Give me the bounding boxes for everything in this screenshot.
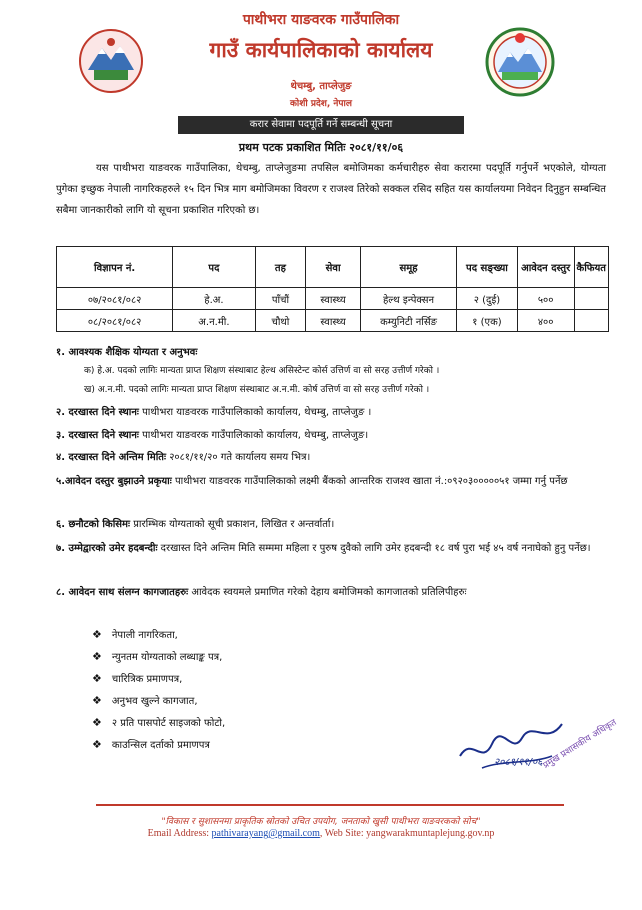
requirement-8-value: आवेदक स्वयमले प्रमाणित गरेको देहाय बमोजिमको कागजातको प्रतिलिपीहरुः — [191, 587, 467, 598]
requirement-4-value: २०८१/११/२० गते कार्यालय समय भित्र। — [169, 452, 311, 463]
list-item: ❖ काउन्सिल दर्ताको प्रमाणपत्र — [92, 738, 210, 751]
list-item: ❖ अनुभव खुल्ने कागजात, — [92, 694, 198, 707]
website-label: , Web Site: — [319, 828, 364, 839]
office-title: गाउँ कार्यपालिकाको कार्यालय — [209, 38, 433, 62]
requirement-1-label: १. आवश्यक शैक्षिक योग्यता र अनुभवः — [56, 347, 198, 358]
cell-post: हे.अ. — [173, 288, 255, 310]
publication-date: प्रथम पटक प्रकाशित मितिः २०८१/११/०६ — [238, 141, 404, 154]
intro-paragraph: यस पाथीभरा याङवरक गाउँपालिका, थेचम्बु, ताप्लेजुङमा तपसिल बमोजिमका कर्मचारीहरु सेवा करारमा पदपूर्ति गर्नुपर्ने भएकोले, योग्यता पुगेका इच्छुक नेपाली नागरिकहरुले १५ दिन भित्र माग बमोजिमका विवरण र राजश्व तिरेको सक्कल रसिद सहित यस कार्यालयमा निवेदन दिनुहुन सम्बन्धित सबैमा जानकारीको लागि यो सूचना प्रकाशित गरिएको छ। — [56, 163, 606, 216]
address-line-2: कोशी प्रदेश, नेपाल — [290, 99, 352, 109]
cell-fee: ५०० — [517, 288, 574, 310]
header-post-count: पद सङ्ख्या — [457, 247, 518, 288]
requirement-8 — [56, 582, 608, 603]
list-item: ❖ नेपाली नागरिकता, — [92, 628, 178, 641]
footer-divider — [96, 804, 564, 806]
requirement-1 — [56, 344, 197, 358]
requirement-1-sub-b: ख) अ.न.मी. पदको लागिः मान्यता प्राप्त शिक्षण संस्थाबाट अ.न.मी. कोर्ष उत्तिर्ण वा सो सरह उत्तीर्ण गरेको । — [84, 385, 430, 395]
requirement-6-label: ६. छनौटको किसिमः — [56, 519, 131, 530]
requirement-2-label: २. दरखास्त दिने स्थानः — [56, 407, 139, 418]
requirement-6 — [56, 516, 334, 530]
diamond-bullet-icon: ❖ — [92, 650, 102, 663]
list-item: ❖ २ प्रति पासपोर्ट साइजको फोटो, — [92, 716, 226, 729]
requirement-8-label: ८. आवेदन साथ संलग्न कागजातहरुः — [56, 587, 189, 598]
cell-post: अ.न.मी. — [173, 310, 255, 332]
header-service: सेवा — [306, 247, 361, 288]
footer-contact — [0, 828, 642, 839]
requirement-6-value: प्रारम्भिक योग्यताको सूची प्रकाशन, लिखित र अन्तर्वार्ता। — [133, 519, 335, 530]
cell-post-count: २ (दुई) — [457, 288, 518, 310]
requirement-7-label: ७. उम्मेद्वारको उमेर हदबन्दीः — [56, 543, 158, 554]
requirement-5 — [56, 471, 608, 492]
requirement-5-value: पाथीभरा याङवरक गाउँपालिकाको लक्ष्मी बैंकको आन्तरिक राजश्व खाता नं.:०९२०३०००००५१ जम्मा गर्नु पर्नेछ — [174, 476, 568, 487]
header-application-fee: आवेदन दस्तुर — [517, 247, 574, 288]
requirement-4-label: ४. दरखास्त दिने अन्तिम मितिः — [56, 452, 167, 463]
cell-service: स्वास्थ्य — [306, 288, 361, 310]
table-header-row — [57, 247, 609, 288]
requirement-2-value: पाथीभरा याङवरक गाउँपालिकाको कार्यालय, थेचम्बु, ताप्लेजुङ । — [142, 407, 372, 418]
requirement-7-value: दरखास्त दिने अन्तिम मिति सम्ममा महिला र पुरुष दुवैको लागि उमेर हदबन्दी १८ वर्ष पुरा भई ४५ वर्ष ननाघेको हुनु पर्नेछ। — [160, 543, 591, 554]
diamond-bullet-icon: ❖ — [92, 738, 102, 751]
email-link[interactable]: pathivarayang@gmail.com — [211, 828, 320, 839]
requirement-7 — [56, 538, 608, 559]
cell-remarks — [574, 288, 608, 310]
diamond-bullet-icon: ❖ — [92, 716, 102, 729]
list-item: ❖ न्युनतम योग्यताको लब्धाङ्क पत्र, — [92, 650, 223, 663]
cell-remarks — [574, 310, 608, 332]
header-level: तह — [255, 247, 306, 288]
header-ad-number: विज्ञापन नं. — [57, 247, 173, 288]
requirement-3-value: पाथीभरा याङवरक गाउँपालिकाको कार्यालय, थेचम्बु, ताप्लेजुङ। — [142, 430, 369, 441]
requirement-4 — [56, 449, 310, 463]
diamond-bullet-icon: ❖ — [92, 672, 102, 685]
signature-date: २०८१/११/०६ — [494, 757, 543, 768]
requirement-3-label: ३. दरखास्त दिने स्थानः — [56, 430, 139, 441]
header-group: समूह — [360, 247, 456, 288]
cell-ad-number: ०७/२०८१/०८२ — [57, 288, 173, 310]
cell-fee: ४०० — [517, 310, 574, 332]
cell-level: चौथो — [255, 310, 306, 332]
org-name: पाथीभरा याङवरक गाउँपालिका — [242, 12, 400, 28]
header-post: पद — [173, 247, 255, 288]
diamond-bullet-icon: ❖ — [92, 694, 102, 707]
cell-service: स्वास्थ्य — [306, 310, 361, 332]
website-link[interactable]: yangwarakmuntaplejung.gov.np — [366, 828, 495, 839]
cell-level: पाँचौं — [255, 288, 306, 310]
footer-slogan: "विकास र सुशासनमा प्राकृतिक स्रोतको उचित उपयोग, जनताको खुसी पाथीभरा याङवरकको सोच" — [161, 817, 481, 827]
cell-post-count: १ (एक) — [457, 310, 518, 332]
diamond-bullet-icon: ❖ — [92, 628, 102, 641]
cell-group: कम्युनिटी नर्सिङ — [360, 310, 456, 332]
address-line-1: थेचम्बु, ताप्लेजुङ — [290, 81, 352, 92]
requirement-2 — [56, 404, 371, 418]
vacancy-table — [56, 246, 609, 332]
header-remarks: कैफियत — [574, 247, 608, 288]
email-label: Email Address: — [147, 828, 210, 839]
table-row — [57, 310, 609, 332]
requirement-3 — [56, 427, 368, 441]
requirement-1-sub-a: क) हे.अ. पदको लागिः मान्यता प्राप्त शिक्षण संस्थाबाट हेल्थ असिस्टेन्ट कोर्स उत्तिर्ण वा सो सरह उत्तीर्ण गरेको । — [84, 366, 440, 376]
requirement-5-label: ५.आवेदन दस्तुर बुझाउने प्रकृयाः — [56, 476, 172, 487]
cell-group: हेल्थ इन्पेक्सन — [360, 288, 456, 310]
notice-banner-title: करार सेवामा पदपूर्ति गर्ने सम्बन्धी सूचना — [178, 116, 464, 134]
table-row — [57, 288, 609, 310]
official-stamp: प्रमुख प्रशासकीय अधिकृत — [541, 717, 619, 772]
cell-ad-number: ०८/२०८१/०८२ — [57, 310, 173, 332]
list-item: ❖ चारित्रिक प्रमाणपत्र, — [92, 672, 183, 685]
